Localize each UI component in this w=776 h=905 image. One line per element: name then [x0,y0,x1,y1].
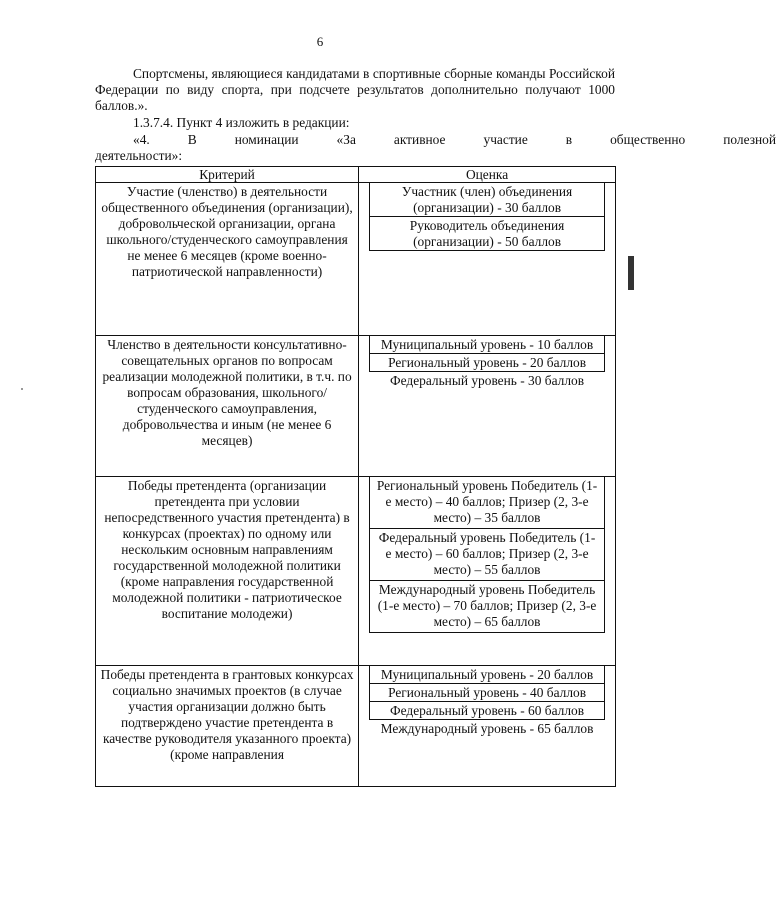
paragraph-nomination [95,132,776,164]
criterion-text: Победы претендента в грантовых конкурсах социально значимых проектов (в случае участия организации должно быть подтверждено участие претендента в качестве руководителя указанного проекта) (кроме направления [100,667,354,762]
table-header-row [96,167,616,183]
table-row [96,336,616,477]
paragraph-point: 1.3.7.4. Пункт 4 изложить в редакции: [133,115,350,130]
page-number: 6 [316,34,324,49]
grade-list [359,336,615,390]
grade-item: Федеральный уровень Победитель (1-е место) – 60 баллов; Призер (2, 3-е место) – 55 баллов [369,529,605,581]
grade-item: Региональный уровень - 40 баллов [369,684,605,702]
table-row [96,183,616,336]
grade-list [359,666,615,738]
nomination-word: участие [483,132,528,147]
criterion-text: Победы претендента (организации претендента при условии непосредственного участия претендента) в конкурсах (проектах) по одному или нескольким основным направлениям государственной молодежной политики (кроме направления государственной молодежной политики - патриотическое воспитание молодежи) [104,478,350,621]
grade-item: Региональный уровень Победитель (1-е место) – 40 баллов; Призер (2, 3-е место) – 35 баллов [369,477,605,529]
scan-margin-mark [628,256,634,290]
nomination-word: В [187,132,197,147]
nomination-word: общественно [610,132,686,147]
table-row [96,477,616,666]
scan-speck [21,388,23,390]
header-grade: Оценка [359,167,616,183]
grade-item: Федеральный уровень - 60 баллов [369,702,605,720]
grade-list [359,477,615,633]
nomination-word: в [565,132,573,147]
criteria-table [95,166,616,787]
grade-item: Международный уровень Победитель (1-е место) – 70 баллов; Призер (2, 3-е место) – 65 баллов [369,581,605,633]
grade-item: Региональный уровень - 20 баллов [369,354,605,372]
nomination-line-1 [95,132,776,148]
grade-item: Муниципальный уровень - 10 баллов [369,336,605,354]
paragraph-sportsmen: Спортсмены, являющиеся кандидатами в спортивные сборные команды Российской Федерации по виду спорта, при подсчете результатов дополнительно получают 1000 баллов.». [95,66,615,113]
nomination-line-2: деятельности»: [95,148,183,163]
nomination-word: номинации [234,132,299,147]
nomination-word: активное [393,132,446,147]
nomination-word: полезной [723,132,776,147]
grade-item: Участник (член) объединения (организации) - 30 баллов [369,183,605,217]
grade-item: Федеральный уровень - 30 баллов [390,373,585,388]
grade-item: Руководитель объединения (организации) - 50 баллов [369,217,605,251]
grade-item: Муниципальный уровень - 20 баллов [369,666,605,684]
criterion-text: Членство в деятельности консультативно-совещательных органов по вопросам реализации молодежной политики, в т.ч. по вопросам образования, школьного/студенческого самоуправления, добровольчества и иным (не менее 6 месяцев) [102,337,352,448]
criterion-text: Участие (членство) в деятельности общественного объединения (организации), добровольческой организации, органа школьного/студенческого самоуправления не менее 6 месяцев (кроме военно-патриотической направленности) [101,184,353,279]
nomination-word: «За [336,132,356,147]
nomination-word: «4. [133,132,150,147]
grade-item: Международный уровень - 65 баллов [380,721,594,736]
grade-list [359,183,615,251]
header-criterion: Критерий [96,167,359,183]
table-row [96,666,616,787]
